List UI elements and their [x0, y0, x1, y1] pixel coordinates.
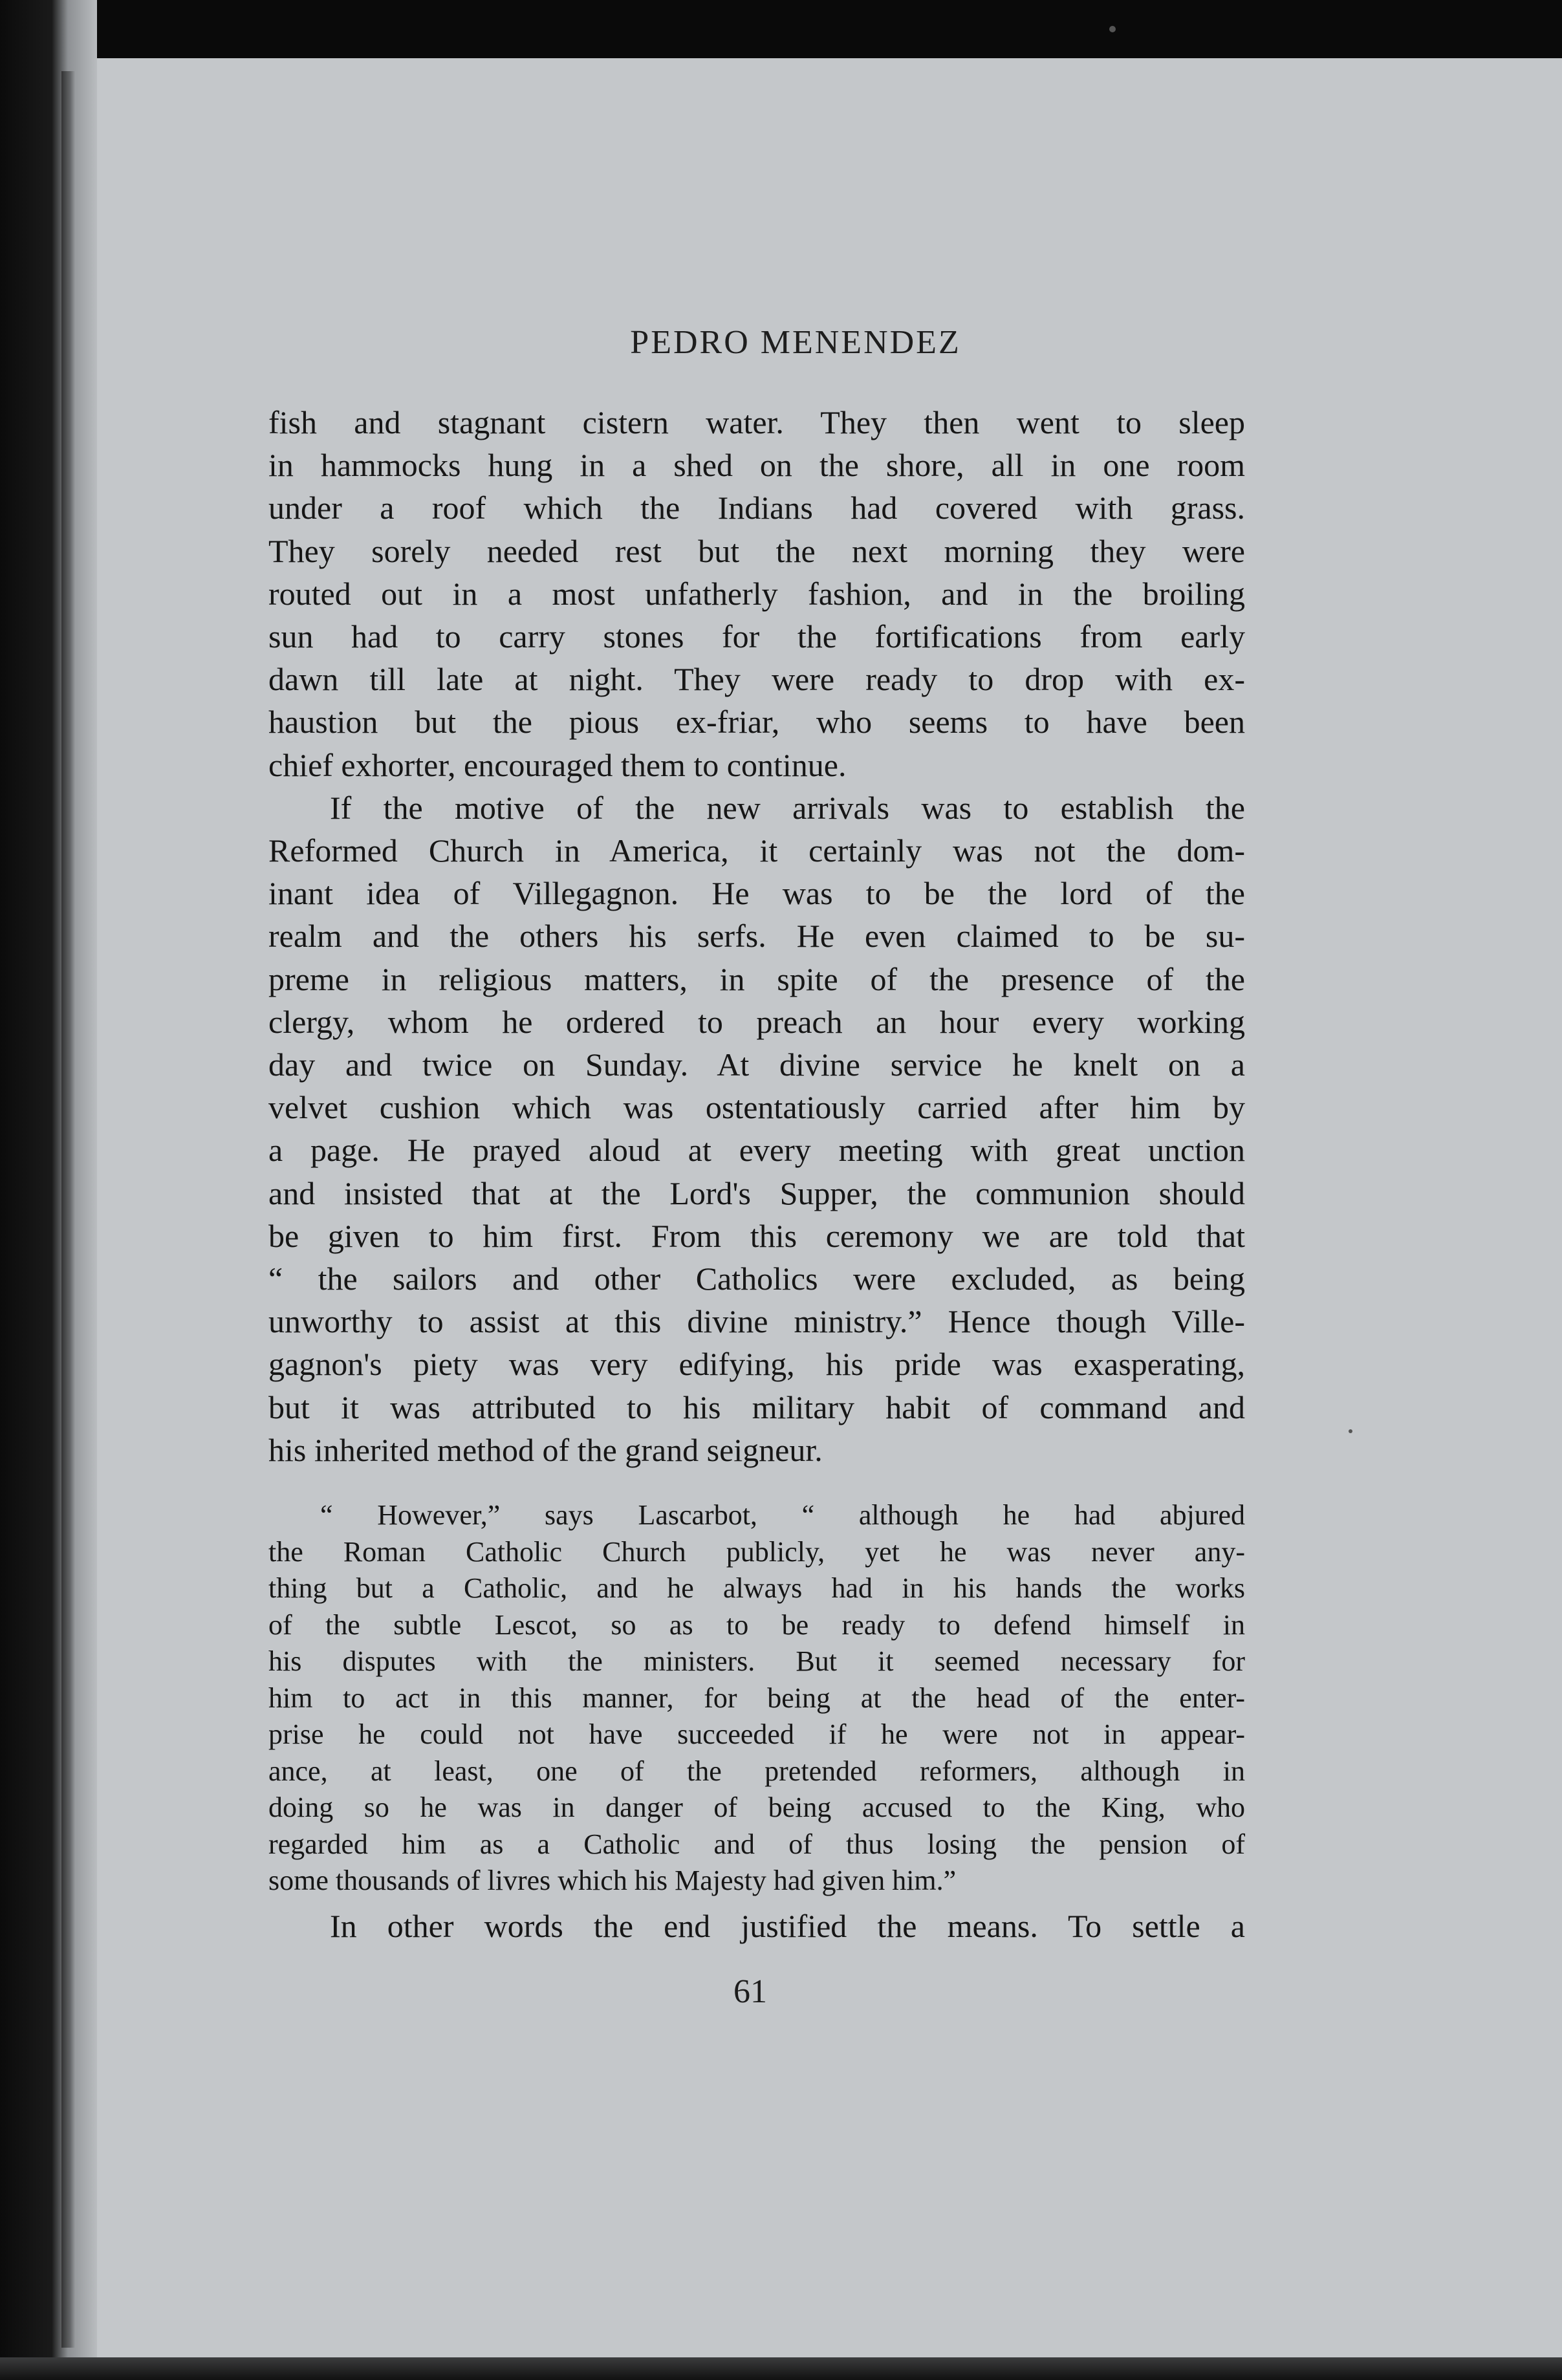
- text-line: In other words the end justified the means. To settle a: [330, 1908, 1245, 1944]
- scan-speck: [1109, 26, 1116, 32]
- quote-line: the Roman Catholic Church publicly, yet he was never any-: [268, 1535, 1245, 1568]
- text-line: preme in religious matters, in spite of the presence of the: [268, 960, 1245, 997]
- scan-top-border: [0, 0, 1562, 58]
- main-text: [268, 401, 1245, 1471]
- text-line: gagnon's piety was very edifying, his pride was exasperating,: [268, 1346, 1245, 1383]
- text-line: routed out in a most unfatherly fashion, and in the broiling: [268, 575, 1245, 612]
- text-line: chief exhorter, encouraged them to continue.: [268, 746, 847, 783]
- text-line: but it was attributed to his military habit of command and: [268, 1389, 1245, 1425]
- text-line: and insisted that at the Lord's Supper, the communion should: [268, 1174, 1245, 1211]
- quote-line: ance, at least, one of the pretended reformers, although in: [268, 1755, 1245, 1787]
- text-line: haustion but the pious ex-friar, who seems to have been: [268, 704, 1245, 741]
- scan-bottom-border: [0, 2357, 1562, 2380]
- closing-text: [268, 1905, 1245, 1947]
- quote-line: his disputes with the ministers. But it seemed necessary for: [268, 1645, 1245, 1677]
- text-line: a page. He prayed aloud at every meeting with great unction: [268, 1132, 1245, 1169]
- quote-line: thing but a Catholic, and he always had in his hands the works: [268, 1572, 1245, 1604]
- text-line: under a roof which the Indians had covered with grass.: [268, 490, 1245, 526]
- text-line: dawn till late at night. They were ready to drop with ex-: [268, 661, 1245, 698]
- quote-line: prise he could not have succeeded if he were not in appear-: [268, 1718, 1245, 1750]
- scan-speck: [1349, 1429, 1352, 1433]
- text-line: clergy, whom he ordered to preach an hour every working: [268, 1003, 1245, 1040]
- running-head: PEDRO MENENDEZ: [630, 324, 961, 361]
- text-line: “ the sailors and other Catholics were excluded, as being: [268, 1260, 1245, 1297]
- text-line: sun had to carry stones for the fortifications from early: [268, 618, 1245, 655]
- text-line: be given to him first. From this ceremony we are told that: [268, 1217, 1245, 1254]
- quote-line: of the subtle Lescot, so as to be ready to defend himself in: [268, 1608, 1245, 1641]
- page-number: 61: [733, 1973, 767, 2010]
- book-spine-shadow: [61, 71, 76, 2348]
- text-line: in hammocks hung in a shed on the shore, all in one room: [268, 447, 1245, 484]
- text-line: his inherited method of the grand seigneur.: [268, 1431, 823, 1468]
- text-line: If the motive of the new arrivals was to establish the: [330, 789, 1245, 826]
- quote-line: regarded him as a Catholic and of thus losing the pension of: [268, 1828, 1245, 1860]
- text-line: velvet cushion which was ostentatiously carried after him by: [268, 1089, 1245, 1126]
- text-line: inant idea of Villegagnon. He was to be the lord of the: [268, 875, 1245, 912]
- text-line: realm and the others his serfs. He even claimed to be su-: [268, 918, 1245, 955]
- quote-line: doing so he was in danger of being accused to the King, who: [268, 1791, 1245, 1823]
- block-quotation: [268, 1497, 1245, 1899]
- text-line: unworthy to assist at this divine ministry.” Hence though Ville-: [268, 1303, 1245, 1340]
- quote-line: some thousands of livres which his Majesty had given him.”: [268, 1865, 957, 1896]
- text-line: day and twice on Sunday. At divine service he knelt on a: [268, 1046, 1245, 1083]
- text-line: Reformed Church in America, it certainly was not the dom-: [268, 832, 1245, 869]
- text-line: They sorely needed rest but the next morning they were: [268, 532, 1245, 569]
- book-gutter-edge: [0, 0, 97, 2380]
- quote-line: “ However,” says Lascarbot, “ although he had abjured: [320, 1499, 1245, 1531]
- quote-line: him to act in this manner, for being at the head of the enter-: [268, 1682, 1245, 1714]
- text-line: fish and stagnant cistern water. They then went to sleep: [268, 404, 1245, 440]
